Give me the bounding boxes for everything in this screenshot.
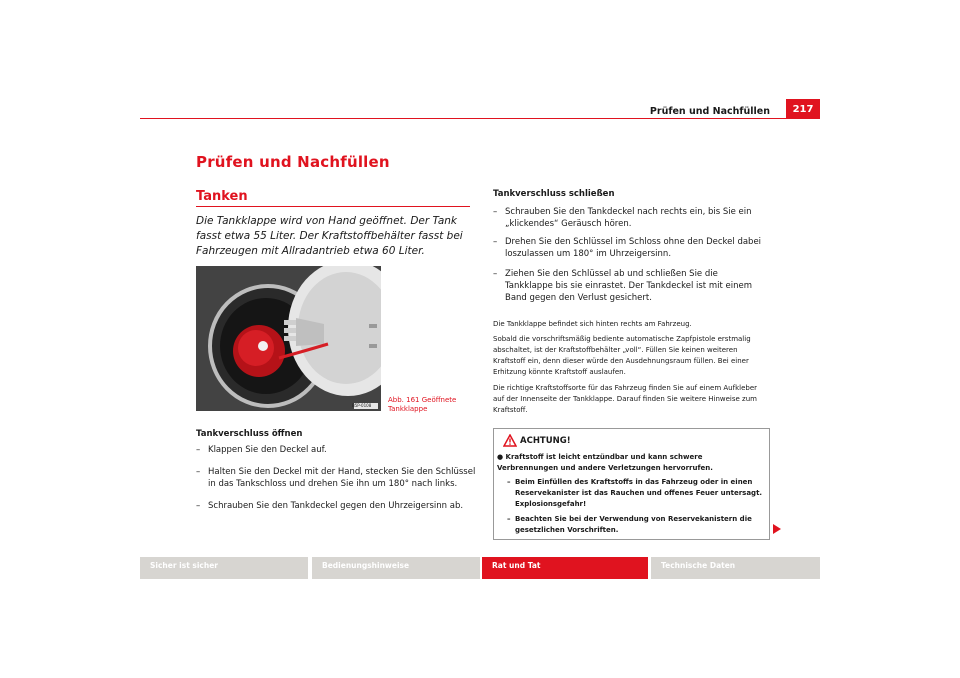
- tab-rat-und-tat[interactable]: Rat und Tat: [482, 557, 648, 579]
- warning-item-1: – Beim Einfüllen des Kraftstoffs in das Fahrzeug oder in einen Reservekanister ist das Rauchen und offenes Feuer untersagt. Explosionsgefahr!: [507, 478, 763, 508]
- warning-item-1-text: Beim Einfüllen des Kraftstoffs in das Fahrzeug oder in einen Reservekanister ist das Rauchen und offenes Feuer untersagt. Explosionsgefahr!: [515, 478, 763, 508]
- figure-code: B5P-0108: [352, 403, 372, 408]
- warning-main: [497, 452, 763, 474]
- running-header-title: Prüfen und Nachfüllen: [649, 106, 770, 117]
- figure-caption: [388, 396, 470, 414]
- note-1: Die Tankklappe befindet sich hinten rechts am Fahrzeug.: [493, 320, 692, 328]
- chapter-title: Prüfen und Nachfüllen: [196, 153, 390, 171]
- page-number: 217: [786, 99, 820, 119]
- tab-bedienungshinweise[interactable]: Bedienungshinweise: [312, 557, 480, 579]
- warning-main-text: Kraftstoff ist leicht entzündbar und kann schwere Verbrennungen und andere Verletzungen hervorrufen.: [497, 453, 713, 472]
- open-step-2: Halten Sie den Deckel mit der Hand, stecken Sie den Schlüssel in das Tankschloss und drehen Sie ihn um 180° nach links.: [208, 467, 476, 489]
- open-step-3: Schrauben Sie den Tankdeckel gegen den Uhrzeigersinn ab.: [208, 501, 464, 511]
- section-title: Tanken: [196, 189, 248, 204]
- list-item: – Ziehen Sie den Schlüssel ab und schließen Sie die Tankklappe bis sie einrastet. Der Tankdeckel ist mit einem Band gegen den Verlust gesichert.: [493, 268, 765, 304]
- fuel-flap-illustration: [196, 266, 381, 411]
- figure-caption-line1: Abb. 161 Geöffnete: [388, 396, 457, 404]
- list-item: – Klappen Sie den Deckel auf.: [196, 444, 476, 456]
- bullet-icon: ●: [497, 453, 504, 461]
- close-step-3: Ziehen Sie den Schlüssel ab und schließen Sie die Tankklappe bis sie einrastet. Der Tankdeckel ist mit einem Band gegen den Verlust gesichert.: [505, 269, 753, 303]
- close-procedure-title: Tankverschluss schließen: [493, 189, 615, 199]
- list-item: – Drehen Sie den Schlüssel im Schloss ohne den Deckel dabei loszulassen um 180° im Uhrzeigersinn.: [493, 236, 765, 260]
- list-item: – Schrauben Sie den Tankdeckel nach rechts ein, bis Sie ein „klickendes“ Geräusch hören.: [493, 206, 765, 230]
- warning-item-2-text: Beachten Sie bei der Verwendung von Reservekanistern die gesetzlichen Vorschriften.: [515, 515, 752, 534]
- open-procedure-title: Tankverschluss öffnen: [196, 429, 303, 439]
- note-2: Sobald die vorschriftsmäßig bediente automatische Zapfpistole erstmalig abschaltet, ist der Kraftstoffbehälter „voll“. Füllen Sie keinen weiteren Kraftstoff ein, denn dieser würde den Ausdehnungsraum füllen. Bei einer Erhitzung könnte Kraftstoff auslaufen.: [493, 335, 751, 376]
- list-item: – Halten Sie den Deckel mit der Hand, stecken Sie den Schlüssel in das Tankschloss und drehen Sie ihn um 180° nach links.: [196, 467, 476, 489]
- tab-sicher-ist-sicher[interactable]: Sicher ist sicher: [140, 557, 308, 579]
- note-3: Die richtige Kraftstoffsorte für das Fahrzeug finden Sie auf einem Aufkleber auf der Innenseite der Tankklappe. Darauf finden Sie weitere Hinweise zum Kraftstoff.: [493, 384, 758, 414]
- fuel-flap-figure: [196, 266, 381, 411]
- list-item: – Schrauben Sie den Tankdeckel gegen den Uhrzeigersinn ab.: [196, 500, 476, 512]
- warning-triangle-icon: [503, 432, 517, 445]
- section-intro: Die Tankklappe wird von Hand geöffnet. Der Tank fasst etwa 55 Liter. Der Kraftstoffbehälter fasst bei Fahrzeugen mit Allradantrieb etwa 60 Liter.: [196, 215, 463, 257]
- warning-item-2: – Beachten Sie bei der Verwendung von Reservekanistern die gesetzlichen Vorschriften.: [507, 515, 752, 534]
- header-divider: [140, 118, 820, 119]
- section-divider: [196, 206, 470, 207]
- tab-technische-daten[interactable]: Technische Daten: [651, 557, 820, 579]
- close-step-1: Schrauben Sie den Tankdeckel nach rechts ein, bis Sie ein „klickendes“ Geräusch hören.: [505, 207, 752, 229]
- open-step-1: Klappen Sie den Deckel auf.: [208, 445, 327, 455]
- figure-caption-line2: Tankklappe: [388, 405, 428, 413]
- close-step-2: Drehen Sie den Schlüssel im Schloss ohne den Deckel dabei loszulassen um 180° im Uhrzeigersinn.: [505, 237, 762, 259]
- next-page-arrow-icon[interactable]: [773, 524, 781, 534]
- warning-title: ACHTUNG!: [520, 436, 571, 446]
